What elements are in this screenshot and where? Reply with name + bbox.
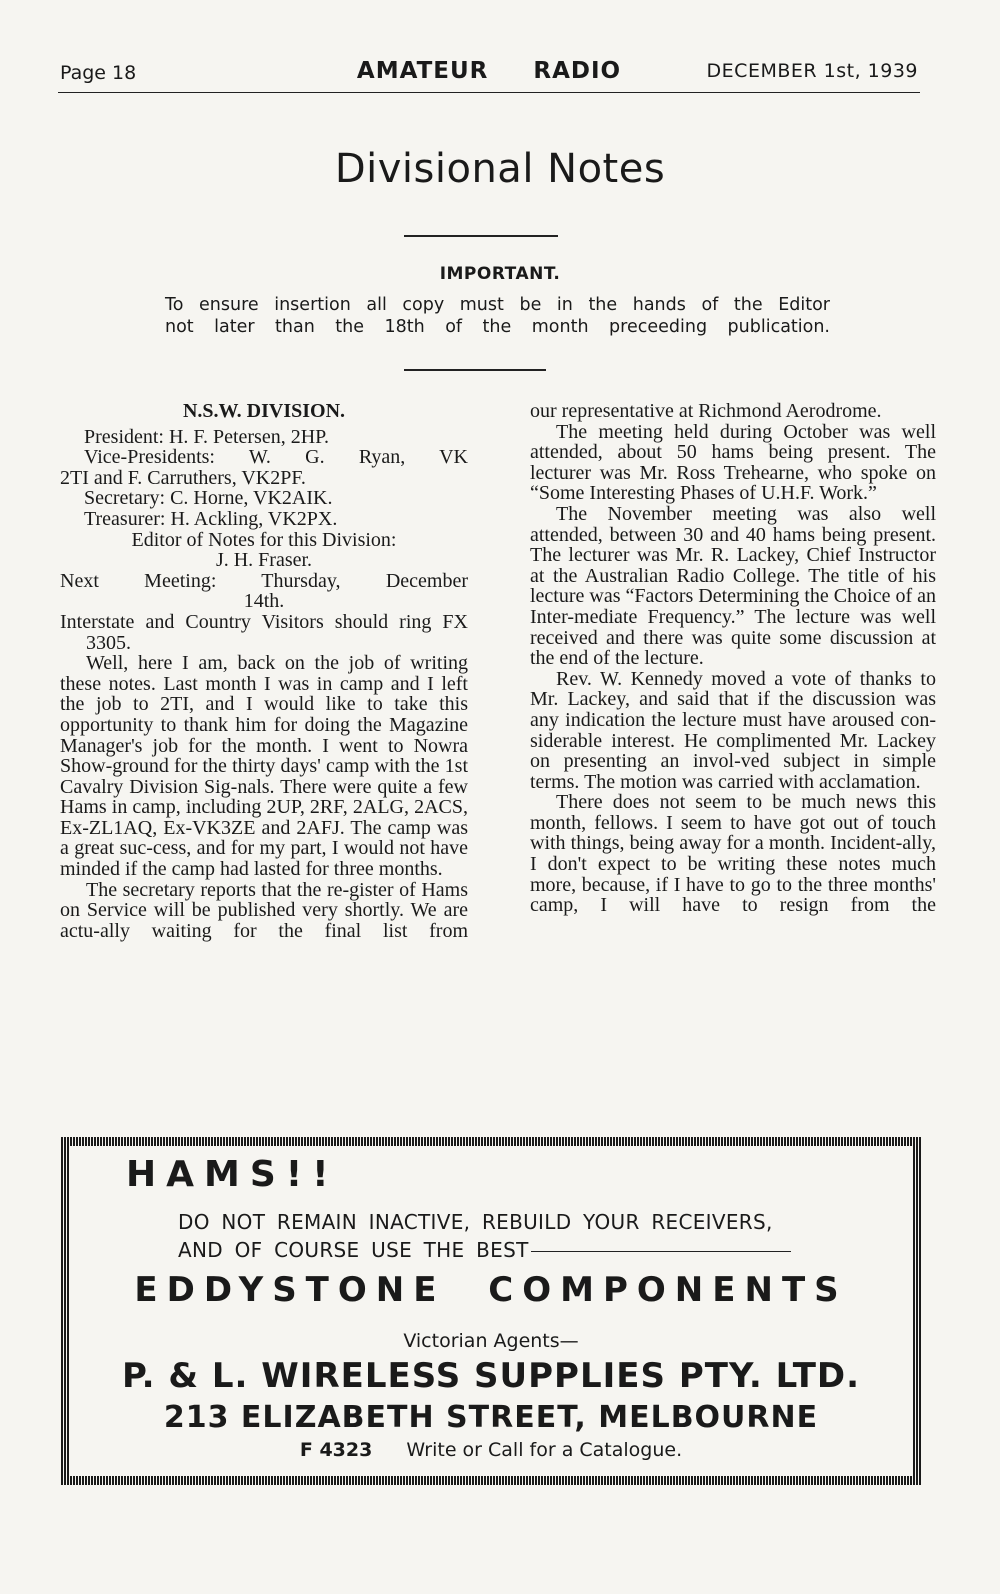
right-column bbox=[530, 401, 936, 916]
ad-agents: Victorian Agents— bbox=[403, 1330, 579, 1352]
magazine-title: AMATEUR RADIO bbox=[356, 58, 622, 84]
paragraph: our representative at Richmond Aerodrome. bbox=[530, 400, 882, 422]
notice-heading: IMPORTANT. bbox=[439, 264, 561, 284]
page-header bbox=[58, 56, 920, 93]
division-heading: N.S.W. DIVISION. bbox=[182, 400, 346, 422]
editor-line: Editor of Notes for this Division: bbox=[131, 528, 397, 551]
treasurer-line: Treasurer: H. Ackling, VK2PX. bbox=[84, 507, 338, 530]
notice-line-1: To ensure insertion all copy must be in the hands of the Editor bbox=[165, 295, 830, 315]
ad-line-1: DO NOT REMAIN INACTIVE, REBUILD YOUR RECEIVERS, bbox=[178, 1210, 773, 1234]
advertisement bbox=[61, 1137, 921, 1485]
paragraph: The secretary reports that the re-gister of Hams on Service will be published very shortly. We are actu-ally waiting for the final list from bbox=[60, 878, 468, 942]
divider bbox=[404, 369, 546, 371]
ad-brand: EDDYSTONE COMPONENTS bbox=[134, 1270, 848, 1310]
next-meeting-date: 14th. bbox=[243, 590, 285, 613]
vice-presidents-line-2: 2TI and F. Carruthers, VK2PF. bbox=[60, 466, 306, 489]
ad-cta: Write or Call for a Catalogue. bbox=[406, 1439, 683, 1461]
ad-footer bbox=[70, 1439, 912, 1461]
paragraph: There does not seem to be much news this month, fellows. I seem to have got out of touch with things, being away for a month. Incident-ally, I don't expect to be writing these notes much more, because, if I have to go to the three months' camp, I will have to resign from the bbox=[530, 791, 936, 917]
editor-name: J. H. Fraser. bbox=[215, 549, 313, 572]
secretary-line: Secretary: C. Horne, VK2AIK. bbox=[84, 487, 333, 510]
issue-date: DECEMBER 1st, 1939 bbox=[706, 60, 918, 82]
paragraph: Well, here I am, back on the job of writing these notes. Last month I was in camp and I left the job to 2TI, and I would like to take this opportunity to thank him for doing the Magazine Manager's job for the month. I went to Nowra Show-ground for the thirty days' camp with the 1st Cavalry Division Sig-nals. There were quite a few Hams in camp, including 2UP, 2RF, 2ALG, 2ACS, Ex-ZL1AQ, Ex-VK3ZE and 2AFJ. The camp was a great suc-cess, and for my part, I would not have minded if the camp had lasted for three months. bbox=[60, 652, 468, 881]
page-number: Page 18 bbox=[60, 62, 137, 84]
divider bbox=[404, 235, 558, 237]
ad-address: 213 ELIZABETH STREET, MELBOURNE bbox=[163, 1400, 819, 1435]
vice-presidents-line: Vice-Presidents: W. G. Ryan, VK bbox=[84, 446, 468, 469]
ad-headline: HAMS!! bbox=[126, 1154, 339, 1195]
paragraph: The meeting held during October was well attended, about 50 hams being present. The lecturer was Mr. Ross Trehearne, who spoke on “Some Interesting Phases of U.H.F. Work.” bbox=[530, 420, 936, 505]
ad-line-2 bbox=[178, 1238, 791, 1262]
paragraph: The November meeting was also well attended, between 30 and 40 hams being present. The lecturer was Mr. R. Lackey, Chief Instructor at the Australian Radio College. The title of his lecture was “Factors Determining the Choice of an Inter-mediate Frequency.” The lecture was well received and there was quite some discussion at the end of the lecture. bbox=[530, 502, 936, 670]
notice-text bbox=[165, 294, 830, 338]
visitors-line: Interstate and Country Visitors should ring FX 3305. bbox=[60, 610, 468, 654]
ad-phone: F 4323 bbox=[299, 1439, 373, 1461]
ad-line-2-text: AND OF COURSE USE THE BEST bbox=[178, 1238, 529, 1262]
dash-rule bbox=[531, 1251, 791, 1252]
page-title: Divisional Notes bbox=[334, 146, 666, 192]
notice-line-2: not later than the 18th of the month preceeding publication. bbox=[165, 317, 830, 337]
president-line: President: H. F. Petersen, 2HP. bbox=[84, 425, 330, 448]
left-column bbox=[60, 401, 468, 941]
ad-company: P. & L. WIRELESS SUPPLIES PTY. LTD. bbox=[121, 1356, 861, 1396]
next-meeting-line: Next Meeting: Thursday, December bbox=[60, 569, 468, 592]
paragraph: Rev. W. Kennedy moved a vote of thanks to Mr. Lackey, and said that if the discussion was any indication the lecture must have aroused con-siderable interest. He complimented Mr. Lackey on presenting an invol-ved subject in simple terms. The motion was carried with acclamation. bbox=[530, 667, 936, 793]
